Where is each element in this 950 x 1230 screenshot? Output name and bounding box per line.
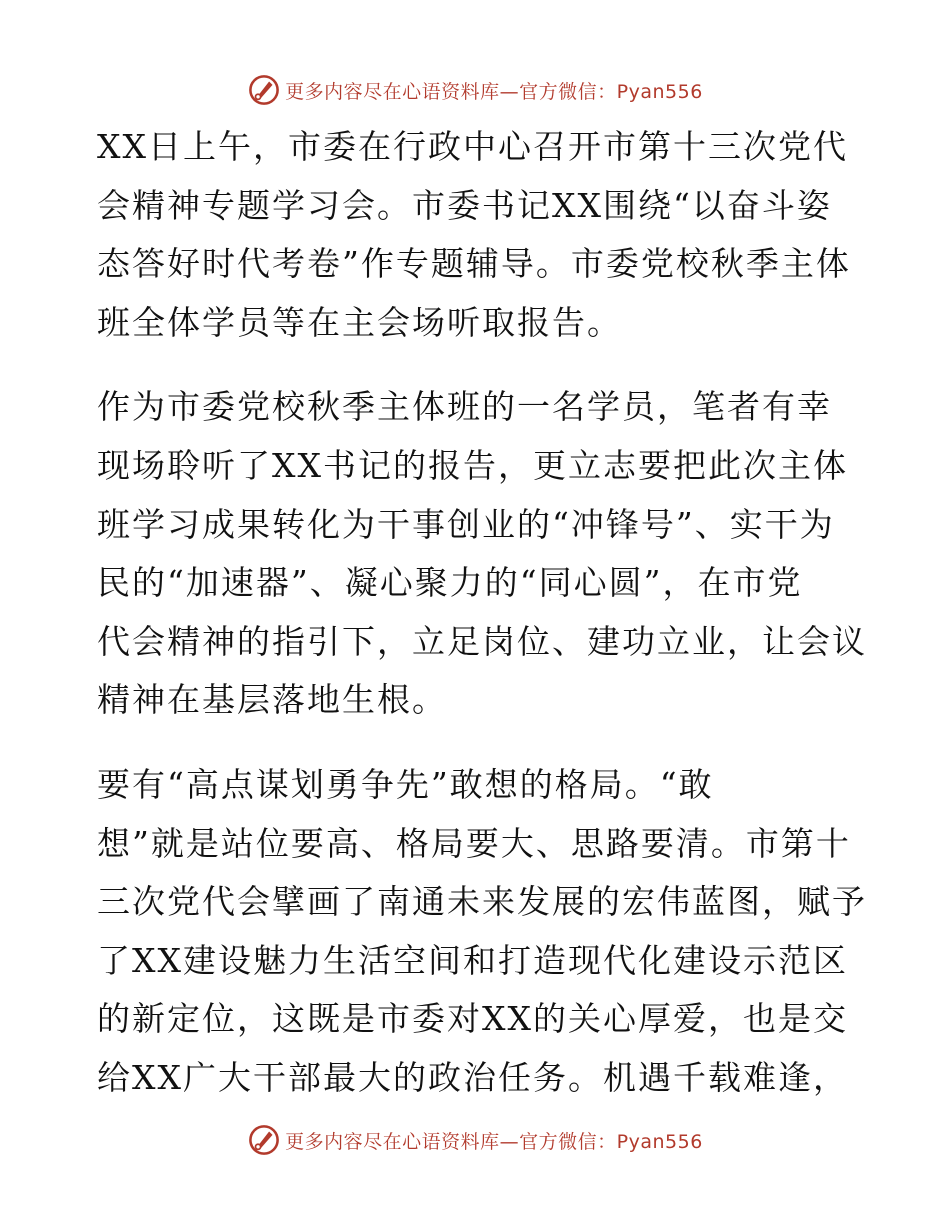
text-line: 会精神专题学习会。市委书记XX围绕“以奋斗姿 (97, 185, 832, 225)
text-line: 民的“加速器”、凝心聚力的“同心圆”，在市党 (97, 563, 803, 603)
text-line: 班全体学员等在主会场听取报告。 (97, 302, 622, 342)
document-body (97, 118, 867, 1108)
text-line: 态答好时代考卷”作专题辅导。市委党校秋季主体 (97, 244, 851, 284)
text-line: 了XX建设魅力生活空间和打造现代化建设示范区 (97, 940, 848, 980)
paragraph-2 (97, 378, 867, 730)
header-banner-text: 更多内容尽在心语资料库—官方微信：Pyan556 (285, 80, 703, 103)
paragraph-gap (97, 352, 857, 378)
text-line: 现场聆听了XX书记的报告，更立志要把此次主体 (97, 445, 848, 485)
footer-banner-text: 更多内容尽在心语资料库—官方微信：Pyan556 (285, 1130, 703, 1153)
header-banner (0, 70, 950, 110)
footer-banner (0, 1120, 950, 1160)
text-line: 作为市委党校秋季主体班的一名学员，笔者有幸 (97, 387, 832, 427)
paragraph-gap (97, 730, 857, 756)
logo-icon (247, 1123, 281, 1157)
text-line: XX日上午，市委在行政中心召开市第十三次党代 (97, 127, 848, 166)
text-line: 代会精神的指引下，立足岗位、建功立业，让会议 (97, 621, 867, 661)
paragraph-3 (97, 756, 867, 1108)
text-line: 的新定位，这既是市委对XX的关心厚爱，也是交 (97, 999, 848, 1039)
text-line: 给XX广大干部最大的政治任务。机遇千载难逢， (97, 1057, 848, 1097)
text-line: 班学习成果转化为干事创业的“冲锋号”、实干为 (97, 504, 835, 544)
logo-icon (247, 73, 281, 107)
text-line: 三次党代会擘画了南通未来发展的宏伟蓝图，赋予 (97, 882, 867, 922)
text-line: 想”就是站位要高、格局要大、思路要清。市第十 (97, 823, 851, 863)
text-line: 精神在基层落地生根。 (97, 680, 447, 720)
paragraph-1 (97, 118, 857, 352)
text-line: 要有“高点谋划勇争先”敢想的格局。“敢 (97, 764, 714, 804)
